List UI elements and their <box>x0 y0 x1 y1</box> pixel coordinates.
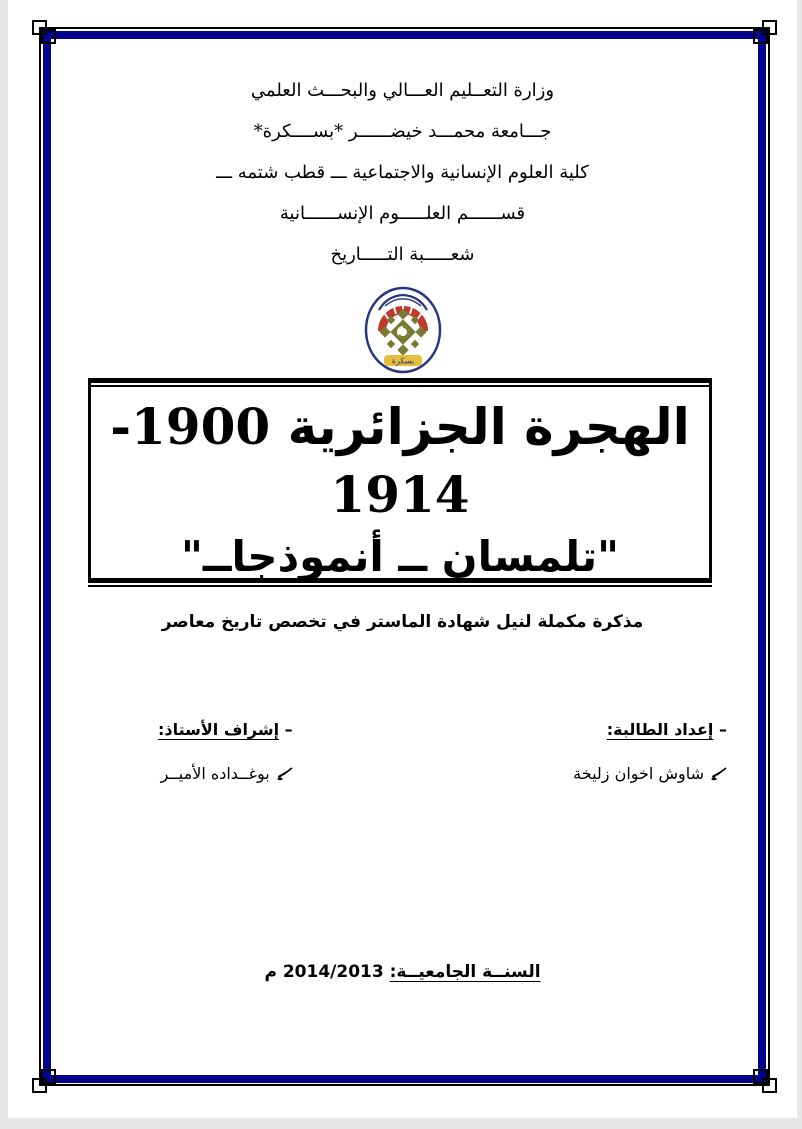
dash: – <box>719 720 727 739</box>
academic-year-line <box>48 962 757 982</box>
supervisor-label-text: إشراف الأستاذ: <box>158 720 280 739</box>
thesis-title-line1: الهجرة الجزائرية 1900- 1914 <box>110 397 690 524</box>
degree-subtitle: مذكرة مكملة لنيل شهادة الماستر في تخصص تاريخ معاصر <box>161 612 644 632</box>
title-box <box>88 378 712 583</box>
supervisor-label <box>158 720 293 739</box>
supervisor-name-line <box>158 764 293 783</box>
academic-year-value: 2014/2013 <box>282 962 384 982</box>
corner-ornament <box>753 1069 768 1084</box>
branch-line: شعـــــبة التـــــاريخ <box>330 244 475 265</box>
thesis-cover-page <box>8 0 797 1118</box>
student-column <box>573 720 727 783</box>
academic-year-suffix: م <box>264 962 277 982</box>
department-line: قســــــم العلـــــوم الإنســــــانية <box>279 203 526 224</box>
student-label-text: إعداد الطالبة: <box>606 720 714 739</box>
byline-row <box>158 720 727 783</box>
corner-ornament <box>41 1069 56 1084</box>
thesis-title-line2: "تلمسان ــ أنموذجاــ" <box>180 532 620 581</box>
corner-ornament <box>41 29 56 44</box>
student-label <box>573 720 727 739</box>
student-name: شاوش اخوان زليخة <box>573 764 704 783</box>
ministry-line: وزارة التعــليم العـــالي والبحـــث العلمي <box>250 80 555 101</box>
supervisor-column <box>158 720 293 783</box>
pen-icon <box>710 767 727 781</box>
institution-header <box>48 70 757 275</box>
student-name-line <box>573 764 727 783</box>
university-line: جـــامعة محمـــد خيضــــــر *بســــكرة* <box>253 121 552 142</box>
corner-ornament <box>753 29 768 44</box>
supervisor-name: بوغــداده الأميــر <box>160 764 270 783</box>
faculty-line: كلية العلوم الإنسانية والاجتماعية ـــ قطب شتمه ـــ <box>216 162 589 183</box>
logo-city-label: بسكرة <box>391 356 414 366</box>
university-emblem-icon <box>363 286 443 374</box>
university-logo <box>8 286 797 378</box>
academic-year-label: السنــة الجامعيــة: <box>389 962 541 982</box>
pen-icon <box>276 767 293 781</box>
dash: – <box>284 720 293 739</box>
